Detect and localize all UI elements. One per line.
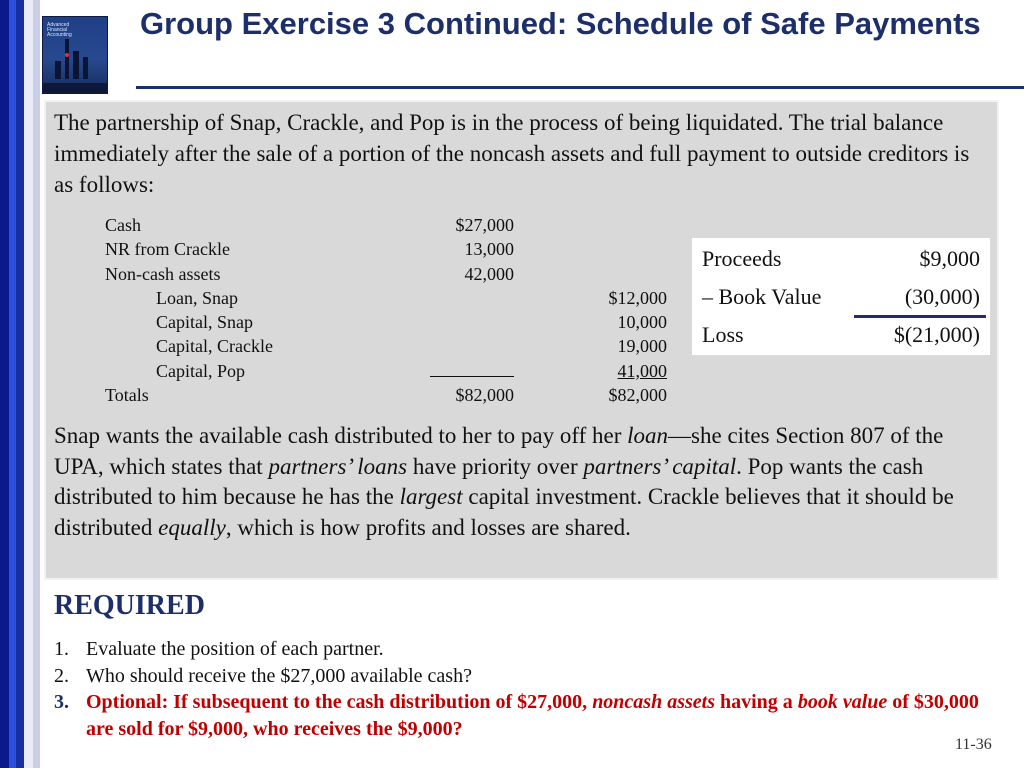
required-heading: REQUIRED [54, 590, 205, 621]
page-number: 11-36 [955, 736, 992, 753]
book-cover-logo [42, 16, 108, 94]
required-list [54, 636, 1004, 742]
loss-row-proceeds: Proceeds $9,000 [702, 246, 980, 271]
decor-stripe [24, 0, 33, 768]
partner-positions-paragraph: Snap wants the available cash distributed to her to pay off her loan—she cites Section 807 of the UPA, which states that partners’ loans have priority over partners’ capital. Pop wants the cash distributed to him because he has the largest capital investment. Crackle believes that it should be distributed equally, which is how profits and losses are shared. [54, 423, 954, 540]
tb-label: Totals [105, 385, 149, 406]
tb-credit: 19,000 [617, 336, 667, 357]
debit-total-rule [430, 361, 514, 377]
loss-row-loss: Loss $(21,000) [702, 322, 980, 347]
tb-debit: $27,000 [455, 215, 514, 235]
loss-row-book-value: – Book Value (30,000) [702, 284, 980, 309]
book-cover-title: Advanced Financial Accounting [47, 22, 72, 38]
tb-label: Capital, Snap [156, 312, 253, 333]
tb-debit: 42,000 [464, 263, 514, 284]
tb-credit: 41,000 [617, 360, 667, 381]
tb-label: Capital, Crackle [156, 336, 273, 357]
tb-credit: $12,000 [608, 287, 667, 308]
tb-label: Non-cash assets [105, 263, 221, 284]
intro-paragraph: The partnership of Snap, Crackle, and Pop is in the process of being liquidated. The trial balance immediately after the sale of a portion of the noncash assets and full payment to outside creditors is as follows: [54, 110, 970, 197]
required-item: 1. Evaluate the position of each partner. [54, 638, 384, 660]
tb-label: Loan, Snap [156, 287, 238, 308]
decor-stripe [16, 0, 24, 768]
tb-credit: 10,000 [617, 312, 667, 333]
tb-debit-total: $82,000 [455, 385, 514, 406]
decor-stripe [9, 0, 16, 768]
decor-stripe [0, 0, 9, 768]
trial-balance-debits [420, 213, 514, 407]
trial-balance-labels [105, 213, 415, 407]
tb-label: Capital, Pop [156, 360, 245, 381]
tb-credit-total: $82,000 [608, 385, 667, 406]
required-item: 2. Who should receive the $27,000 available cash? [54, 664, 472, 687]
decor-stripe [33, 0, 40, 768]
tb-label: Cash [105, 215, 141, 235]
tb-debit: 13,000 [464, 239, 514, 260]
loss-calculation-box [692, 238, 990, 355]
trial-balance-credits [560, 213, 667, 407]
tb-label: NR from Crackle [105, 239, 230, 260]
required-item-optional: 3. Optional: If subsequent to the cash distribution of $27,000, noncash assets having a book value of $30,000 are sold for $9,000, who receives the $9,000? [54, 691, 979, 740]
slide-title: Group Exercise 3 Continued: Schedule of Safe Payments [140, 6, 981, 41]
title-underline [136, 86, 1024, 89]
